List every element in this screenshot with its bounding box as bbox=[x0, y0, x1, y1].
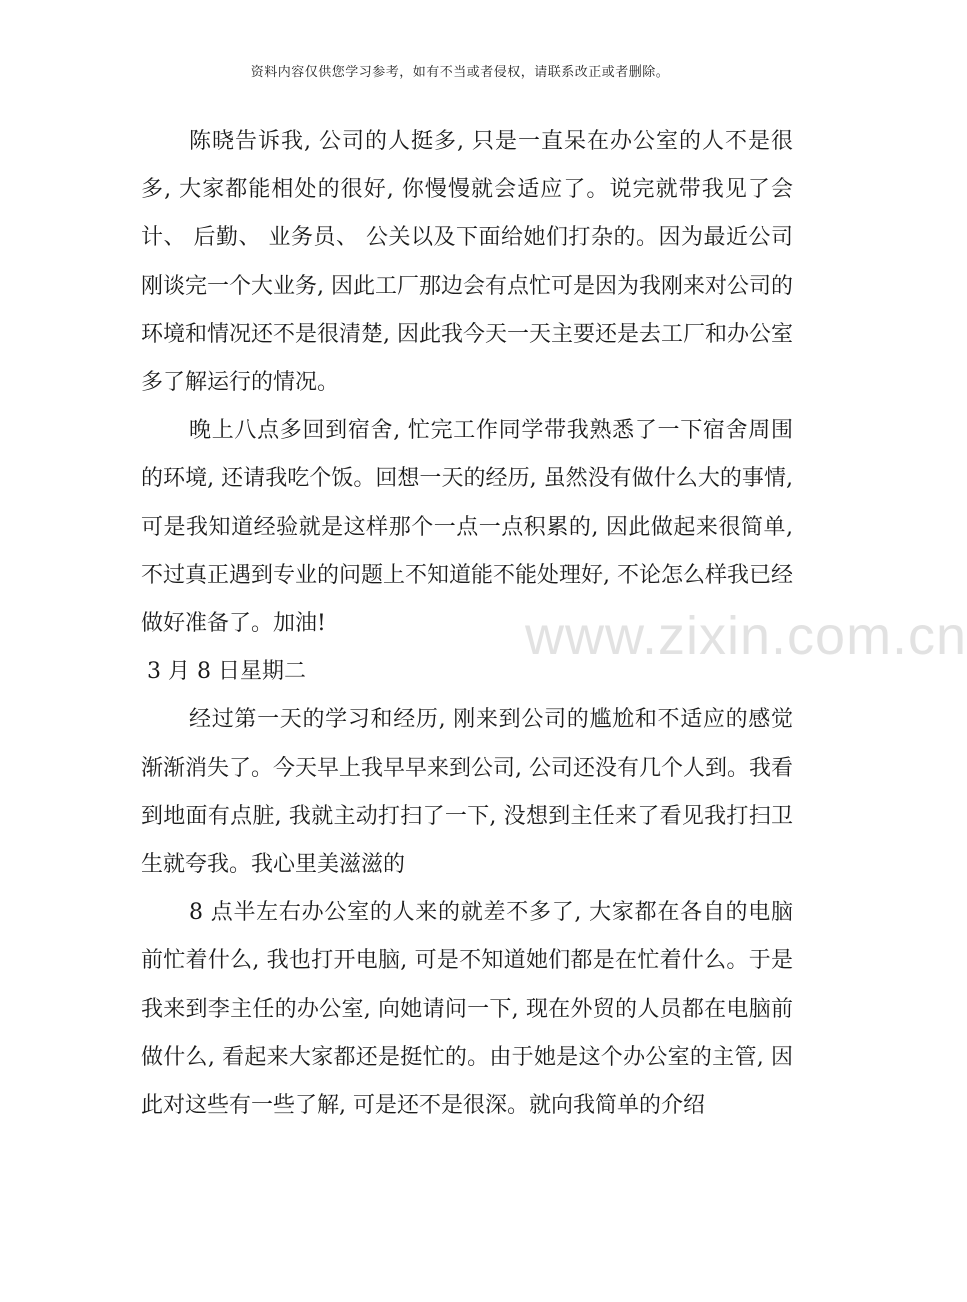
watermark: www.zixin.com.cn bbox=[525, 606, 967, 666]
paragraph: 晚上八点多回到宿舍, 忙完工作同学带我熟悉了一下宿舍周围的环境, 还请我吃个饭。回想一天的经历, 虽然没有做什么大的事情, 可是我知道经验就是这样那个一点一点积累的, 因此做起来很简单, 不过真正遇到专业的问题上不知道能不能处理好, 不论怎么样我已经做好准备了。加油! bbox=[141, 418, 793, 637]
paragraph: 陈晓告诉我, 公司的人挺多, 只是一直呆在办公室的人不是很多, 大家都能相处的很好, 你慢慢就会适应了。说完就带我见了会计、 后勤、 业务员、 公关以及下面给她们打杂的。因为最近公司刚谈完一个大业务, 因此工厂那边会有点忙可是因为我刚来对公司的环境和情况还不是很清楚, 因此我今天一天主要还是去工厂和办公室多了解运行的情况。 bbox=[141, 129, 793, 396]
page-header-notice: 资料内容仅供您学习参考，如有不当或者侵权，请联系改正或者删除。 bbox=[250, 65, 670, 80]
date-heading: 3 月 8 日星期二 bbox=[147, 659, 306, 685]
paragraph: 经过第一天的学习和经历, 刚来到公司的尴尬和不适应的感觉渐渐消失了。今天早上我早早来到公司, 公司还没有几个人到。我看到地面有点脏, 我就主动打扫了一下, 没想到主任来了看见我打扫卫生就夸我。我心里美滋滋的 bbox=[141, 707, 793, 878]
document-body bbox=[141, 118, 793, 1130]
paragraph: 8 点半左右办公室的人来的就差不多了, 大家都在各自的电脑前忙着什么, 我也打开电脑, 可是不知道她们都是在忙着什么。于是我来到李主任的办公室, 向她请问一下, 现在外贸的人员都在电脑前做什么, 看起来大家都还是挺忙的。由于她是这个办公室的主管, 因此对这些有一些了解, 可是还不是很深。就向我简单的介绍 bbox=[141, 900, 793, 1119]
